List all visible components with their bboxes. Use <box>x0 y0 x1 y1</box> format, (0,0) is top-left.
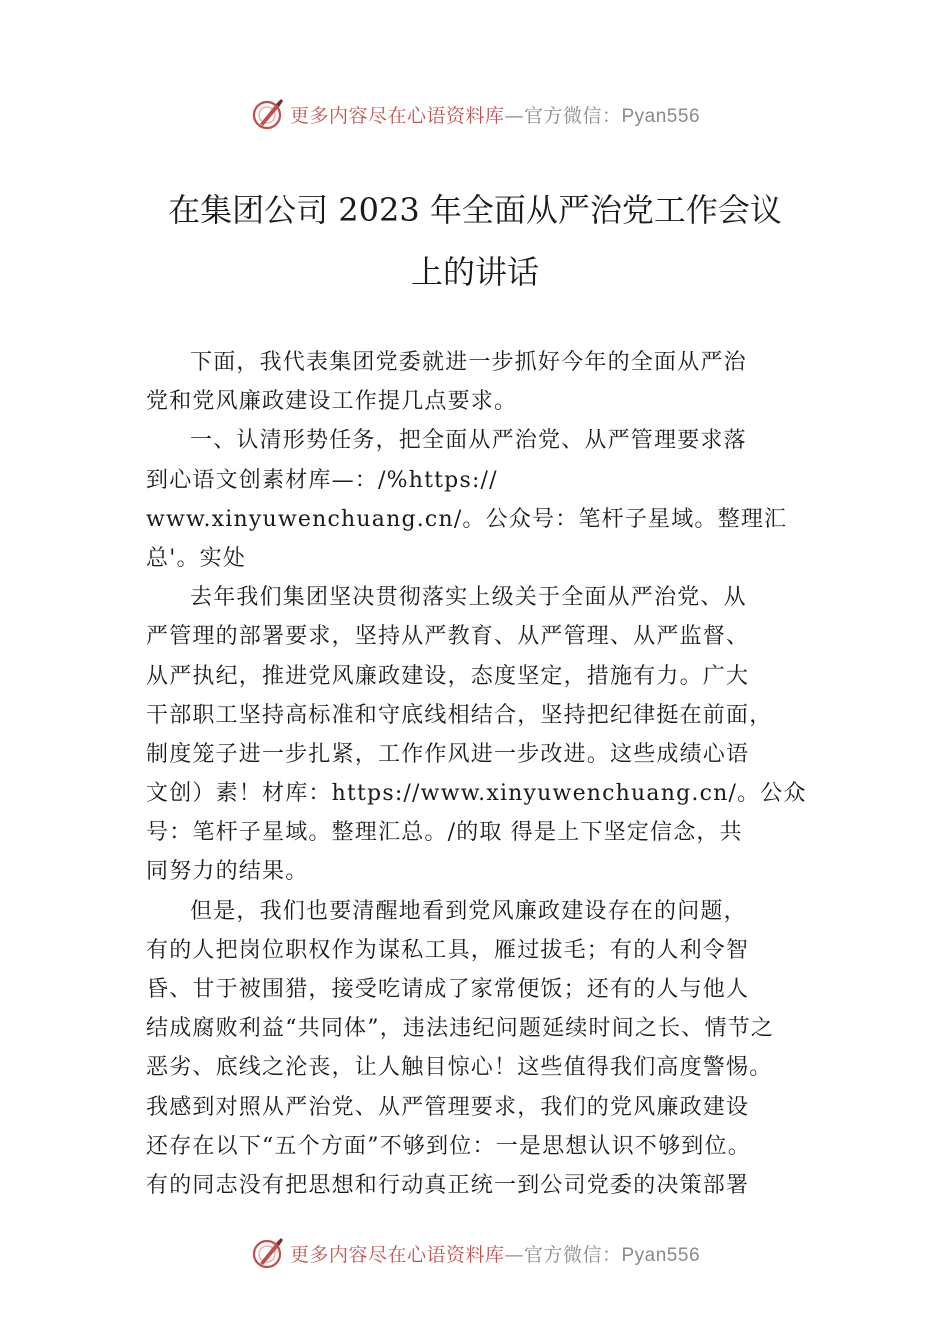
footer-banner <box>0 1233 950 1273</box>
banner-red-text: 更多内容尽在心语资料库 <box>289 1243 505 1266</box>
body-text-line: 下面，我代表集团党委就进一步抓好今年的全面从严治 <box>190 350 747 375</box>
banner-wechat-id: Pyan556 <box>621 105 701 127</box>
pen-nib-logo-icon <box>250 96 286 132</box>
body-text-line: 但是，我们也要清醒地看到党风廉政建设存在的问题， <box>190 898 747 924</box>
body-text-line: 从严执纪，推进党风廉政建设，态度坚定，措施有力。广大 <box>146 663 750 689</box>
body-text-line: 党和党风廉政建设工作提几点要求。 <box>146 389 518 415</box>
banner-wechat-id: Pyan556 <box>621 1244 701 1266</box>
body-text-line: 号：笔杆子星域。整理汇总。/的取 得是上下坚定信念，共 <box>146 820 743 846</box>
body-text-line: 有的人把岗位职权作为谋私工具，雁过拔毛；有的人利令智 <box>146 937 750 963</box>
banner-red-text: 更多内容尽在心语资料库 <box>289 104 505 127</box>
pen-nib-logo-icon <box>250 1235 286 1271</box>
document-body <box>146 343 822 1205</box>
body-text-line: 一、认清形势任务，把全面从严治党、从严管理要求落 <box>190 428 747 454</box>
banner-gray-text: —官方微信： <box>504 104 622 127</box>
body-text-line: 我感到对照从严治党、从严管理要求，我们的党风廉政建设 <box>146 1094 750 1120</box>
body-text-line: 有的同志没有把思想和行动真正统一到公司党委的决策部署 <box>146 1172 750 1198</box>
document-title-line-2: 上的讲话 <box>410 253 539 291</box>
body-text-line: 文创）素！材库：https://www.xinyuwenchuang.cn/。公众 <box>146 781 807 807</box>
body-text-line: 严管理的部署要求，坚持从严教育、从严管理、从严监督、 <box>146 624 750 650</box>
body-text-line: 结成腐败利益“共同体”，违法违纪问题延续时间之长、情节之 <box>146 1016 775 1042</box>
body-text-line: 昏、甘于被围猎，接受吃请成了家常便饭；还有的人与他人 <box>146 977 750 1002</box>
body-text-line: www.xinyuwenchuang.cn/。公众号：笔杆子星域。整理汇 <box>146 506 788 532</box>
banner-gray-text: —官方微信： <box>504 1243 622 1266</box>
document-title-line-1: 在集团公司 2023 年全面从严治党工作会议 <box>168 191 782 229</box>
banner-text <box>290 101 700 128</box>
banner-text <box>290 1240 700 1267</box>
body-text-line: 总'。实处 <box>146 545 247 571</box>
body-text-line: 干部职工坚持高标准和守底线相结合，坚持把纪律挺在前面， <box>146 702 773 728</box>
body-text-line: 恶劣、底线之沦丧，让人触目惊心！这些值得我们高度警惕。 <box>146 1055 773 1081</box>
body-text-line: 制度笼子进一步扎紧，工作作风进一步改进。这些成绩心语 <box>146 741 750 767</box>
body-text-line: 同努力的结果。 <box>146 859 309 885</box>
body-text-line: 还存在以下“五个方面”不够到位：一是思想认识不够到位。 <box>146 1133 751 1159</box>
body-text-line: 到心语文创素材库—：/%https:// <box>146 467 498 493</box>
body-text-line: 去年我们集团坚决贯彻落实上级关于全面从严治党、从 <box>190 585 747 611</box>
header-banner <box>0 94 950 134</box>
